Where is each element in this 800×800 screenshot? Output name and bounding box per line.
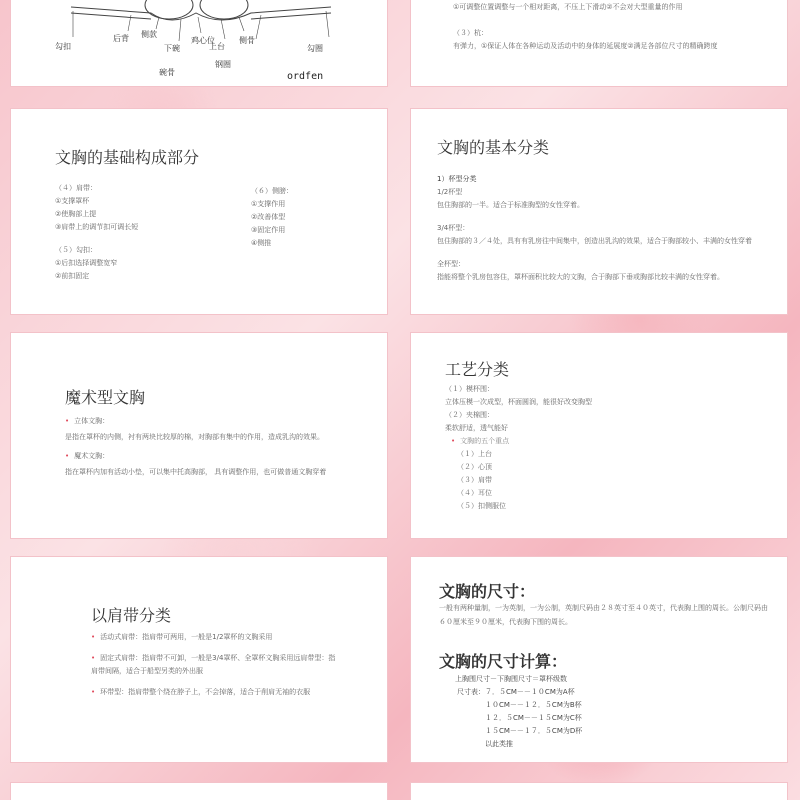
slide-bra-diagram [10, 0, 388, 87]
list-item: １５CM－－１７．５CM为D杯 [485, 727, 583, 735]
slide-magic-bra [10, 332, 388, 539]
size-paragraph: 一般有两种量制，一为英制，一为公制，英制尺码由２８英寸至４０英寸，代表胸上围的周长。公制尺码由６０厘米至９０厘米，代表胸下围的周长。 [439, 604, 768, 626]
magic-list [65, 415, 385, 479]
label-xiagang: 下碗 [164, 44, 180, 53]
label-gangu: 碗骨 [159, 68, 175, 77]
list-item: ①支撑罩杯 [55, 197, 90, 205]
list-item: （１）模杯围： [445, 385, 494, 393]
label-shangtai: 上台 [209, 42, 225, 51]
bullet-item: • 活动式肩带：指肩带可两用，一般是1/2罩杯的文胸采用 [91, 631, 341, 644]
slide-next-right [410, 782, 788, 800]
slide-basic-parts [10, 108, 388, 315]
point-item: （２）心顶 [457, 463, 492, 471]
right-list [251, 185, 371, 250]
slide-next-left [10, 782, 388, 800]
list-item: １２．５CM－－１５CM为C杯 [485, 714, 582, 722]
item-body: 包住胸部的３／４处，具有有乳房往中间集中，创造出乳沟的效果，适合于胸部较小、丰满的女性穿着 [437, 237, 752, 245]
slide-title: 以肩带分类 [91, 606, 172, 625]
list-item: ②改善体型 [251, 213, 286, 221]
slide-basic-classification [410, 108, 788, 315]
label-gangquan: 钢圈 [215, 60, 231, 69]
list-item: ②前扣固定 [55, 272, 90, 280]
s1-line1: ①可调整位置调整与一个相对距离，不压上下滑动②不会对大型重量的作用 [453, 3, 683, 11]
craft-list [445, 383, 775, 513]
bullet-item: • 固定式肩带：指肩带不可卸，一般是3/4罩杯、全罩杯文胸采用远肩带型：指肩带间隔，适合于船型另类的外出服 [91, 652, 341, 678]
list-item: 立体压模一次成型，杯面圆润，能很好改变胸型 [445, 398, 592, 406]
item-head: 3/4杯型： [437, 224, 470, 232]
list-item: ③固定作用 [251, 226, 286, 234]
list-item: ③肩带上的调节扣可调长短 [55, 223, 139, 231]
size-calc-list [455, 673, 755, 751]
item-body: 指能将整个乳房包容住，罩杯面积比较大的文胸，合于胸部下垂或胸部比较丰满的女性穿着。 [437, 273, 724, 281]
slide-craft-classification [410, 332, 788, 539]
list-item: 上胸围尺寸－下胸围尺寸＝罩杯级数 [455, 675, 567, 683]
item-head: 1/2杯型 [437, 188, 463, 196]
label-houbei: 后背 [113, 34, 129, 43]
bullet-item: • 魔术文胸： [65, 450, 385, 463]
s1-item3-head: （３）杭： [453, 29, 488, 37]
item-body: 是指在罩杯的内侧，衬有两块比较厚的棉，对胸部有集中的作用，造成乳沟的效果。 [65, 433, 324, 441]
point-item: （３）肩带 [457, 476, 492, 484]
strap-list [91, 631, 341, 699]
slide-title: 文胸的基础构成部分 [55, 148, 200, 167]
list-item: １０CM－－１２．５CM为B杯 [485, 701, 582, 709]
item-body: 指在罩杯内加有活动小垫，可以集中托高胸部， 具有调整作用，也可做普通文胸穿着 [65, 468, 327, 476]
item-body: 包住胸部的一半。适合于标准胸型的女性穿着。 [437, 201, 584, 209]
label-cekuan: 侧款 [141, 30, 157, 39]
point-item: （５）扣侧服位 [457, 502, 506, 510]
list-item: 以此类推 [485, 740, 513, 748]
size-calc-title: 文胸的尺寸计算： [439, 652, 568, 671]
list-spacer [55, 234, 235, 244]
classification-list [437, 173, 782, 284]
slide-title: 文胸的基本分类 [437, 138, 550, 157]
list-item: （６）侧膀： [251, 187, 293, 195]
label-cegu: 侧骨 [239, 36, 255, 45]
s1-item3-body: 有弹力，①保证人体在各种运动及活动中的身体的延展度②满足各部位尺寸的精确跨度 [453, 42, 718, 50]
slide-title: 魔术型文胸 [65, 388, 146, 407]
point-item: （４）耳位 [457, 489, 492, 497]
slide-title: 工艺分类 [445, 360, 510, 379]
slide-bra-parts-cont [410, 0, 788, 87]
slide-bra-size [410, 556, 788, 763]
list-item: （２）夹棉围： [445, 411, 494, 419]
label-jixinwei: 鸡心位 [191, 36, 215, 45]
list-item: 柔软舒适，透气能好 [445, 424, 508, 432]
list-item: （５）勾扣： [55, 246, 97, 254]
list-item: ④侧推 [251, 239, 272, 247]
watermark-text: ordfen [287, 71, 324, 82]
slide-strap-classification [10, 556, 388, 763]
bullet-item: • 立体文胸： [65, 415, 385, 428]
item-head: 全杯型： [437, 260, 465, 268]
size-title: 文胸的尺寸： [439, 582, 536, 601]
bullet-item: • 环带型：指肩带整个绕在脖子上，不会掉落，适合于削肩无袖的衣服 [91, 686, 341, 699]
bullet-item: • 文胸的五个重点 [451, 437, 509, 445]
left-list [55, 182, 235, 283]
label-gouquan: 勾圈 [307, 44, 323, 53]
label-gouchou: 勾扣 [55, 42, 71, 51]
list-item: ②使胸部上提 [55, 210, 97, 218]
list-item: （４）肩带： [55, 184, 97, 192]
list-item: 尺寸表：７．５CM－－１０CM为A杯 [457, 688, 575, 696]
list-item: ①支撑作用 [251, 200, 286, 208]
sub-heading: 1）杯型分类 [437, 175, 477, 183]
list-item: ①后扣选择调整宽窄 [55, 259, 118, 267]
point-item: （１）上台 [457, 450, 492, 458]
